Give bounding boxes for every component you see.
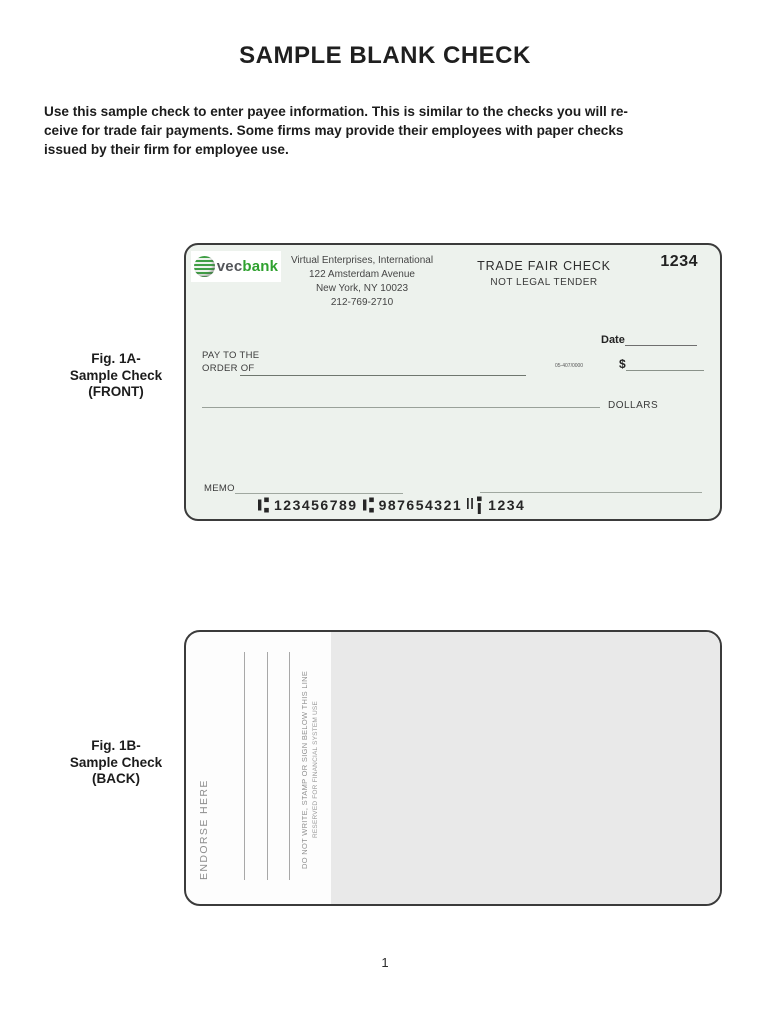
intro-line: ceive for trade fair payments. Some firms may provide their employees with paper checks — [44, 123, 624, 138]
caution-line-2: RESERVED FOR FINANCIAL SYSTEM USE — [312, 701, 319, 839]
figure-label-line: Fig. 1B- — [91, 738, 141, 753]
bank-logo-prefix: vec — [216, 258, 243, 275]
dollars-label: DOLLARS — [608, 400, 659, 411]
bank-fraction-number: 05-407/0000 — [555, 363, 584, 369]
date-field — [601, 333, 697, 346]
endorsement-blank-line — [289, 652, 290, 880]
bank-address — [281, 254, 443, 310]
caution-line-1: DO NOT WRITE, STAMP OR SIGN BELOW THIS LINE — [300, 670, 309, 870]
amount-blank-line — [626, 359, 704, 371]
written-amount-blank-line — [202, 407, 600, 408]
micr-onus-icon — [467, 496, 483, 514]
endorsement-blank-line — [267, 652, 268, 880]
reserved-gray-panel — [331, 632, 720, 904]
micr-line — [258, 496, 525, 514]
signature-blank-line — [480, 492, 702, 493]
dollar-sign: $ — [619, 357, 626, 371]
bank-logo-suffix: bank — [242, 258, 279, 275]
date-label: Date — [601, 334, 625, 346]
bank-address-line: Virtual Enterprises, International — [290, 255, 434, 266]
payee-blank-line — [240, 375, 526, 376]
sample-check-back — [184, 630, 722, 906]
pay-label-line: PAY TO THE — [202, 350, 260, 361]
micr-transit-icon — [258, 497, 269, 513]
micr-routing-number: 123456789 — [274, 497, 358, 513]
bank-logo-text — [217, 258, 278, 275]
intro-paragraph — [44, 102, 628, 159]
figure-label-line: Fig. 1A- — [91, 351, 141, 366]
pay-to-the-order-label — [202, 349, 259, 375]
bank-logo — [191, 251, 281, 282]
page-number: 1 — [381, 955, 389, 970]
memo-blank-line — [235, 484, 403, 494]
figure-label-line: (BACK) — [92, 771, 140, 786]
endorsement-caution-text — [300, 648, 319, 892]
bank-address-line: 212-769-2710 — [330, 297, 394, 308]
figure-label-front — [26, 351, 206, 401]
micr-transit-icon — [363, 497, 374, 513]
date-blank-line — [625, 333, 697, 346]
endorse-here-label: ENDORSE HERE — [198, 779, 210, 880]
bank-address-line: New York, NY 10023 — [315, 283, 409, 294]
pay-label-line: ORDER OF — [202, 363, 255, 374]
intro-line: Use this sample check to enter payee information. This is similar to the checks you will re- — [44, 104, 628, 119]
check-number: 1234 — [660, 253, 698, 270]
globe-icon — [194, 256, 215, 277]
check-header-subtitle: NOT LEGAL TENDER — [490, 277, 598, 288]
micr-account-number: 987654321 — [378, 497, 463, 513]
amount-field — [619, 357, 704, 371]
memo-field — [204, 483, 403, 494]
endorsement-blank-line — [244, 652, 245, 880]
figure-label-back — [26, 738, 206, 788]
sample-check-front — [184, 243, 722, 521]
figure-label-line: Sample Check — [69, 367, 163, 383]
check-header-title: TRADE FAIR CHECK — [477, 259, 611, 273]
figure-label-line: (FRONT) — [88, 384, 144, 399]
page-title: SAMPLE BLANK CHECK — [239, 42, 531, 69]
figure-label-line: Sample Check — [69, 754, 163, 770]
micr-check-number: 1234 — [488, 497, 526, 513]
memo-label: MEMO — [204, 483, 235, 494]
check-header — [458, 259, 630, 288]
intro-line: issued by their firm for employee use. — [44, 142, 289, 157]
bank-address-line: 122 Amsterdam Avenue — [309, 269, 415, 280]
